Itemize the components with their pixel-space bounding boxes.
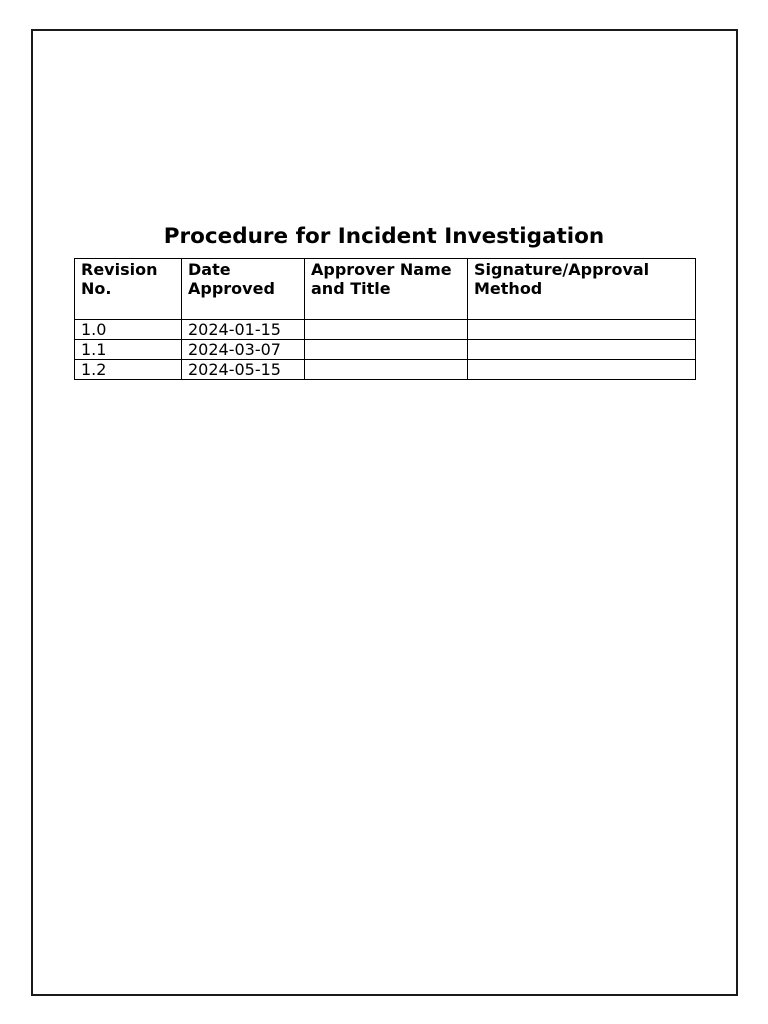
revision-no-cell: 1.0 xyxy=(75,320,182,340)
table-header-row xyxy=(75,259,696,320)
table-row xyxy=(75,320,696,340)
revision-no-cell: 1.1 xyxy=(75,340,182,360)
header-signature-method: Signature/Approval Method xyxy=(468,259,696,320)
header-approver-name-title: Approver Name and Title xyxy=(305,259,468,320)
date-approved-cell: 2024-03-07 xyxy=(182,340,305,360)
approver-cell xyxy=(305,360,468,380)
date-approved-cell: 2024-01-15 xyxy=(182,320,305,340)
signature-cell xyxy=(468,360,696,380)
table-row xyxy=(75,360,696,380)
table-row xyxy=(75,340,696,360)
document-title: Procedure for Incident Investigation xyxy=(163,224,605,249)
header-date-approved: Date Approved xyxy=(182,259,305,320)
page-border xyxy=(31,29,738,996)
header-revision-no: Revision No. xyxy=(75,259,182,320)
approver-cell xyxy=(305,340,468,360)
revision-history-table xyxy=(74,258,696,380)
approver-cell xyxy=(305,320,468,340)
signature-cell xyxy=(468,320,696,340)
signature-cell xyxy=(468,340,696,360)
revision-no-cell: 1.2 xyxy=(75,360,182,380)
date-approved-cell: 2024-05-15 xyxy=(182,360,305,380)
